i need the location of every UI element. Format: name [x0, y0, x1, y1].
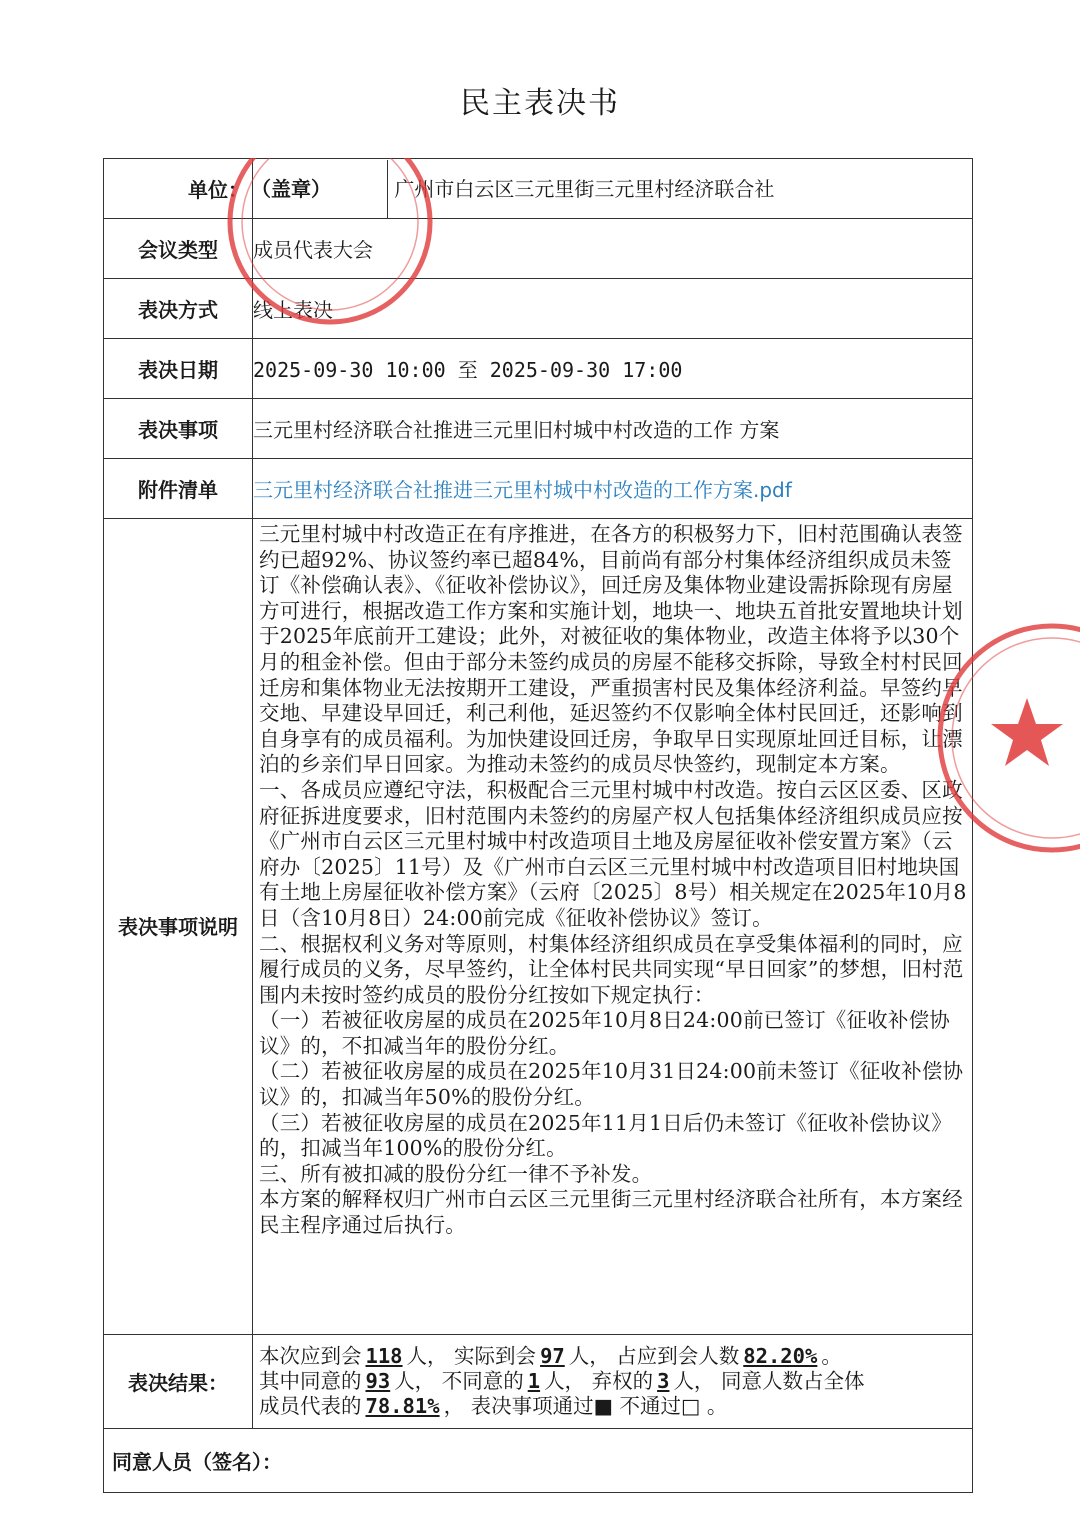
signers-label: 同意人员（签名）：	[104, 1429, 973, 1493]
vote-date-value: 2025-09-30 10:00 至 2025-09-30 17:00	[253, 339, 973, 399]
row-vote-method	[104, 279, 973, 339]
explanation-paragraph: （一）若被征收房屋的成员在2025年10月8日24:00前已签订《征收补偿协议》的，不扣减当年的股份分红。	[259, 1008, 950, 1058]
explanation-paragraph: 一、各成员应遵纪守法，积极配合三元里村城中村改造。按白云区区委、区政府征拆进度要求，旧村范围内未签约的房屋产权人包括集体经济组织成员应按《广州市白云区三元里村城中村改造项目土地及房屋征收补偿安置方案》（云府办〔2025〕11号）及《广州市白云区三元里村城中村改造项目旧村地块国有土地上房屋征收补偿方案》（云府〔2025〕8号）相关规定在2025年10月8日（含10月8日）24:00前完成《征收补偿协议》签订。	[259, 777, 967, 930]
result-text	[253, 1335, 973, 1429]
meeting-type-value: 成员代表大会	[253, 219, 973, 279]
agree-count: 93	[365, 1369, 391, 1393]
explanation-label: 表决事项说明	[104, 519, 253, 1335]
row-result	[104, 1335, 973, 1429]
result-text-part: 人， 同意人数占全体	[673, 1369, 865, 1393]
result-text-part: 。	[700, 1394, 728, 1418]
unit-value: 广州市白云区三元里街三元里村经济联合社	[394, 176, 775, 201]
attachment-cell	[253, 459, 973, 519]
result-text-part: 。	[821, 1344, 842, 1368]
vote-date-label: 表决日期	[104, 339, 253, 399]
agree-percent: 78.81%	[365, 1394, 440, 1418]
explanation-paragraph: （二）若被征收房屋的成员在2025年10月31日24:00前未签订《征收补偿协议》的，扣减当年50%的股份分红。	[259, 1059, 964, 1110]
unit-label-cell	[104, 159, 253, 219]
explanation-paragraph: 本方案的解释权归广州市白云区三元里街三元里村经济联合社所有，本方案经民主程序通过后执行。	[259, 1187, 963, 1238]
row-vote-matter	[104, 399, 973, 459]
explanation-paragraph: （三）若被征收房屋的成员在2025年11月1日后仍未签订《征收补偿协议》的，扣减当年100%的股份分红。	[259, 1110, 952, 1161]
document-title: 民主表决书	[460, 86, 620, 121]
explanation-paragraph: 三、所有被扣减的股份分红一律不予补发。	[259, 1161, 653, 1186]
result-text-part: 人， 实际到会	[406, 1344, 537, 1368]
result-text-part: 人， 弃权的	[544, 1369, 654, 1393]
row-unit	[104, 159, 973, 219]
vote-method-label: 表决方式	[104, 279, 253, 339]
row-vote-date	[104, 339, 973, 399]
row-meeting-type	[104, 219, 973, 279]
row-attachment	[104, 459, 973, 519]
fail-checkbox: □	[681, 1394, 701, 1418]
abstain-count: 3	[657, 1369, 670, 1393]
result-text-part: 人， 占应到会人数	[568, 1344, 740, 1368]
meeting-type-label: 会议类型	[104, 219, 253, 279]
attendance-percent: 82.20%	[743, 1344, 818, 1368]
unit-label: 单位：	[188, 178, 248, 202]
row-explanation	[104, 519, 973, 1335]
result-text-part: 本次应到会	[259, 1344, 362, 1368]
result-text-part: ， 表决事项通过	[443, 1394, 594, 1418]
explanation-text	[253, 519, 973, 1335]
attachment-link[interactable]: 三元里村经济联合社推进三元里村城中村改造的工作方案.pdf	[253, 478, 792, 502]
vote-method-value: 线上表决	[253, 279, 973, 339]
actual-count: 97	[540, 1344, 565, 1368]
disagree-count: 1	[527, 1369, 541, 1393]
vote-matter-label: 表决事项	[104, 399, 253, 459]
result-text-part: 不通过	[612, 1394, 681, 1418]
vote-form-table	[103, 158, 973, 1493]
vote-matter-value: 三元里村经济联合社推进三元里旧村城中村改造的工作 方案	[253, 399, 973, 459]
explanation-paragraph: 二、根据权利义务对等原则，村集体经济组织成员在享受集体福利的同时，应履行成员的义务，尽早签约，让全体村民共同实现“早日回家”的梦想，旧村范围内未按时签约成员的股份分红按如下规定执行：	[259, 931, 964, 1007]
result-text-part: 人， 不同意的	[394, 1369, 524, 1393]
result-label: 表决结果：	[104, 1335, 253, 1429]
attachment-label: 附件清单	[104, 459, 253, 519]
expected-count: 118	[365, 1344, 403, 1368]
unit-value-cell	[253, 159, 973, 219]
result-text-part: 其中同意的	[259, 1369, 362, 1393]
unit-seal-note: （盖章）	[247, 160, 388, 218]
row-signers	[104, 1429, 973, 1493]
explanation-paragraph: 三元里村城中村改造正在有序推进，在各方的积极努力下，旧村范围确认表签约已超92%、协议签约率已超84%，目前尚有部分村集体经济组织成员未签订《补偿确认表》、《征收补偿协议》，回迁房及集体物业建设需拆除现有房屋方可进行，根据改造工作方案和实施计划，地块一、地块五首批安置地块计划于2025年底前开工建设；此外，对被征收的集体物业，改造主体将予以30个月的租金补偿。但由于部分未签约成员的房屋不能移交拆除，导致全村村民回迁房和集体物业无法按期开工建设，严重损害村民及集体经济利益。早签约早交地、早建设早回迁，利己利他，延迟签约不仅影响全体村民回迁，还影响到自身享有的成员福利。为加快建设回迁房，争取早日实现原址回迁目标，让漂泊的乡亲们早日回家。为推动未签约的成员尽快签约，现制定本方案。	[259, 522, 963, 777]
result-text-part: 成员代表的	[259, 1394, 362, 1418]
pass-checkbox: ■	[593, 1394, 613, 1418]
